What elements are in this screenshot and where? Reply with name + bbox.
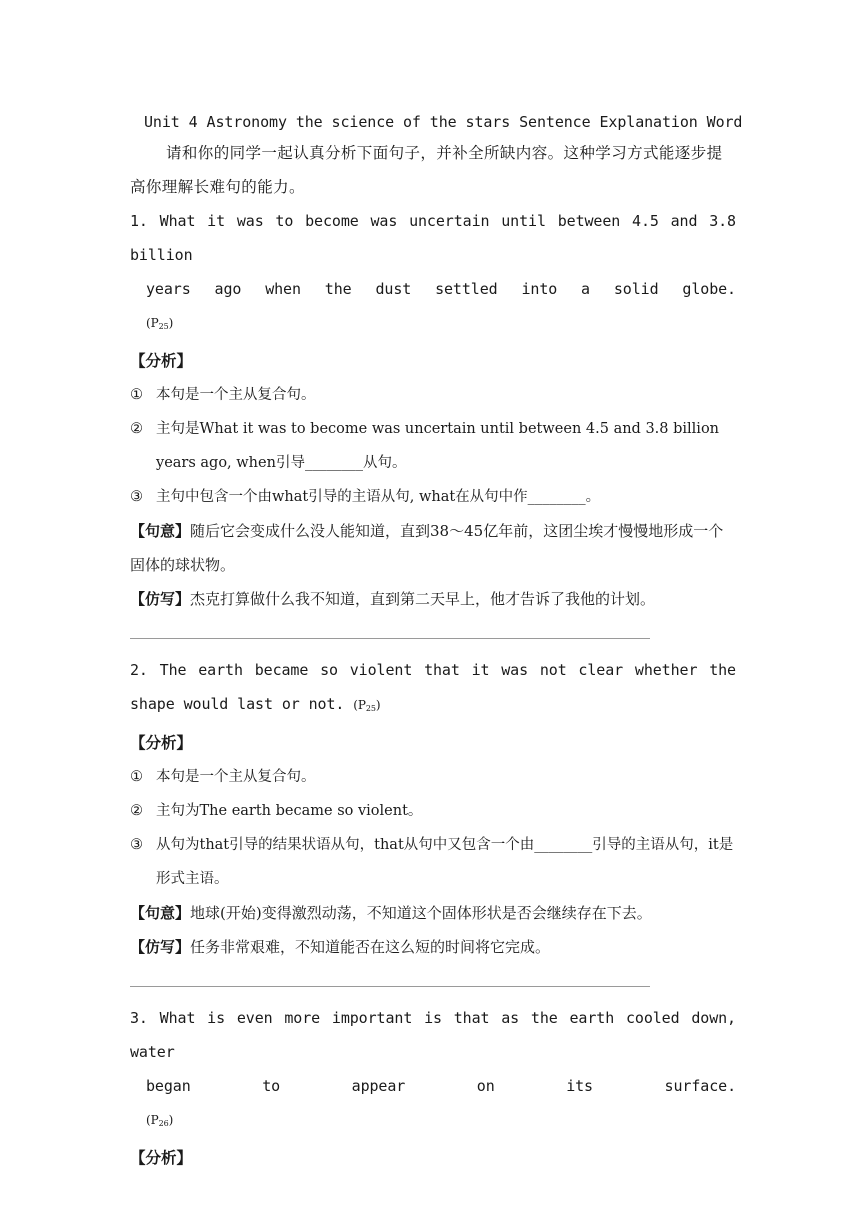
analysis-item: ③ 从句为that引导的结果状语从句，that从句中又包含一个由________引导的主语从句，it是形式主语。 — [130, 837, 734, 887]
page-ref-2: $(P_{25})$ — [353, 698, 381, 713]
sentence-1 — [130, 204, 736, 344]
analysis-item: ② 主句为The earth became so violent。 — [130, 803, 423, 819]
analysis-heading-1: 【分析】 — [130, 352, 193, 370]
document-page — [130, 108, 743, 1175]
imitate-2: 【仿写】任务非常艰难，不知道能否在这么短的时间将它完成。 — [130, 938, 551, 956]
analysis-heading-2: 【分析】 — [130, 734, 193, 752]
sentence-1-line1: 1. What it was to become was uncertain until between 4.5 and 3.8 billion — [130, 212, 736, 264]
imitate-1: 【仿写】杰克打算做什么我不知道，直到第二天早上，他才告诉了我他的计划。 — [130, 590, 656, 608]
section-2 — [130, 653, 736, 987]
sentence-3-line1: 3. What is even more important is that as the earth cooled down, water — [130, 1009, 736, 1061]
analysis-item: ① 本句是一个主从复合句。 — [130, 769, 316, 785]
document-title: Unit 4 Astronomy the science of the stars Sentence Explanation Word — [144, 113, 743, 131]
sentence-3 — [130, 1001, 736, 1141]
sentence-2: 2. The earth became so violent that it was not clear whether the shape would last or not. $(P_{25})$ — [130, 661, 736, 713]
analysis-item: ③ 主句中包含一个由what引导的主语从句, what在从句中作________。 — [130, 489, 601, 505]
analysis-item: ① 本句是一个主从复合句。 — [130, 387, 316, 403]
answer-line-2[interactable] — [130, 986, 650, 987]
analysis-heading-3: 【分析】 — [130, 1149, 193, 1167]
sentence-3-line2: began to appear on its surface. — [146, 1077, 736, 1095]
meaning-1: 【句意】随后它会变成什么没人能知道，直到38～45亿年前，这团尘埃才慢慢地形成一个固体的球状物。 — [130, 522, 724, 574]
intro-paragraph: 请和你的同学一起认真分析下面句子，并补全所缺内容。这种学习方式能逐步提高你理解长难句的能力。 — [130, 144, 723, 196]
sentence-1-line2: years ago when the dust settled into a solid globe. — [146, 280, 736, 298]
meaning-2: 【句意】地球(开始)变得激烈动荡，不知道这个固体形状是否会继续存在下去。 — [130, 904, 652, 922]
page-ref-3: $(P_{26})$ — [146, 1113, 174, 1128]
page-ref-1: $(P_{25})$ — [146, 316, 174, 331]
section-3 — [130, 1001, 736, 1175]
analysis-item: ② 主句是What it was to become was uncertain until between 4.5 and 3.8 billion years ago, when引导________从句。 — [130, 421, 720, 471]
section-1 — [130, 204, 736, 639]
answer-line-1[interactable] — [130, 638, 650, 639]
